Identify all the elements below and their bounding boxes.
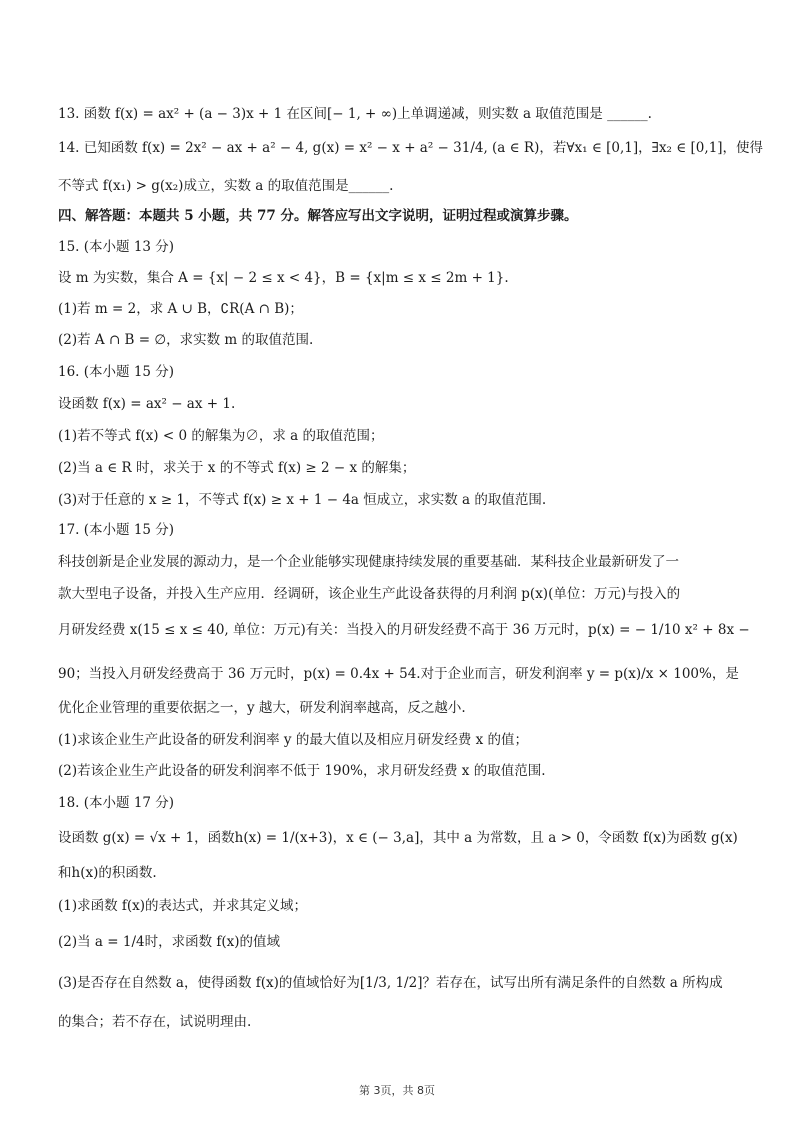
question-18-stem-line-1: 设函数 g(x) = √x + 1，函数h(x) = 1/(x+3)，x ∈ (− 3,a]，其中 a 为常数，且 a > 0，令函数 f(x)为函数 g(x) — [58, 830, 738, 846]
question-16-part-1: (1)若不等式 f(x) < 0 的解集为∅，求 a 的取值范围； — [58, 428, 384, 444]
question-17-stem-line-3: 月研发经费 x(15 ≤ x ≤ 40, 单位：万元)有关：当投入的月研发经费不高于 36 万元时，p(x) = − 1/10 x² + 8x − — [58, 622, 750, 638]
question-18-stem-line-2: 和h(x)的积函数. — [58, 865, 157, 881]
section-heading: 四、解答题：本题共 5 小题，共 77 分。解答应写出文字说明，证明过程或演算步骤。 — [58, 208, 578, 224]
question-17-part-1: (1)求该企业生产此设备的研发利润率 y 的最大值以及相应月研发经费 x 的值； — [58, 732, 529, 748]
question-16-part-3: (3)对于任意的 x ≥ 1，不等式 f(x) ≥ x + 1 − 4a 恒成立，求实数 a 的取值范围. — [58, 492, 547, 508]
question-14-line-2: 不等式 f(x₁) > g(x₂)成立，实数 a 的取值范围是______. — [58, 178, 394, 194]
question-17-stem-line-5: 优化企业管理的重要依据之一，y 越大，研发利润率越高，反之越小. — [58, 700, 466, 716]
question-15-header: 15. (本小题 13 分) — [58, 239, 175, 255]
question-15-stem: 设 m 为实数，集合 A = {x| − 2 ≤ x < 4}，B = {x|m ≤ x ≤ 2m + 1}. — [58, 270, 509, 286]
question-14-line-1: 14. 已知函数 f(x) = 2x² − ax + a² − 4, g(x) = x² − x + a² − 31/4, (a ∈ R)，若∀x₁ ∈ [0,1]，∃x₂ ∈ [0,1]，使得 — [58, 140, 764, 156]
question-18-part-3-line-2: 的集合；若不存在，试说明理由. — [58, 1014, 252, 1030]
question-17-part-2: (2)若该企业生产此设备的研发利润率不低于 190%，求月研发经费 x 的取值范围. — [58, 763, 546, 779]
question-18-part-2: (2)当 a = 1/4时，求函数 f(x)的值域 — [58, 934, 281, 950]
question-17-stem-line-2: 款大型电子设备，并投入生产应用．经调研，该企业生产此设备获得的月利润 p(x)(单位：万元)与投入的 — [58, 586, 681, 602]
question-18-part-3-line-1: (3)是否存在自然数 a，使得函数 f(x)的值域恰好为[1/3, 1/2]？若存在，试写出所有满足条件的自然数 a 所构成 — [58, 975, 723, 991]
question-17-header: 17. (本小题 15 分) — [58, 522, 175, 538]
question-16-part-2: (2)当 a ∈ R 时，求关于 x 的不等式 f(x) ≥ 2 − x 的解集； — [58, 460, 416, 476]
question-13: 13. 函数 f(x) = ax² + (a − 3)x + 1 在区间[− 1, + ∞)上单调递减，则实数 a 取值范围是 ______. — [58, 106, 652, 122]
question-17-stem-line-4: 90；当投入月研发经费高于 36 万元时，p(x) = 0.4x + 54.对于企业而言，研发利润率 y = p(x)/x × 100%，是 — [58, 666, 739, 682]
question-16-header: 16. (本小题 15 分) — [58, 364, 175, 380]
question-15-part-2: (2)若 A ∩ B = ∅，求实数 m 的取值范围. — [58, 332, 314, 348]
question-18-header: 18. (本小题 17 分) — [58, 795, 175, 811]
page-footer: 第 3页，共 8页 — [359, 1084, 435, 1097]
question-16-stem: 设函数 f(x) = ax² − ax + 1. — [58, 396, 236, 412]
question-18-part-1: (1)求函数 f(x)的表达式，并求其定义域； — [58, 898, 308, 914]
question-17-stem-line-1: 科技创新是企业发展的源动力，是一个企业能够实现健康持续发展的重要基础．某科技企业最新研发了一 — [58, 554, 679, 570]
question-15-part-1: (1)若 m = 2，求 A ∪ B，∁R(A ∩ B)； — [58, 301, 303, 317]
